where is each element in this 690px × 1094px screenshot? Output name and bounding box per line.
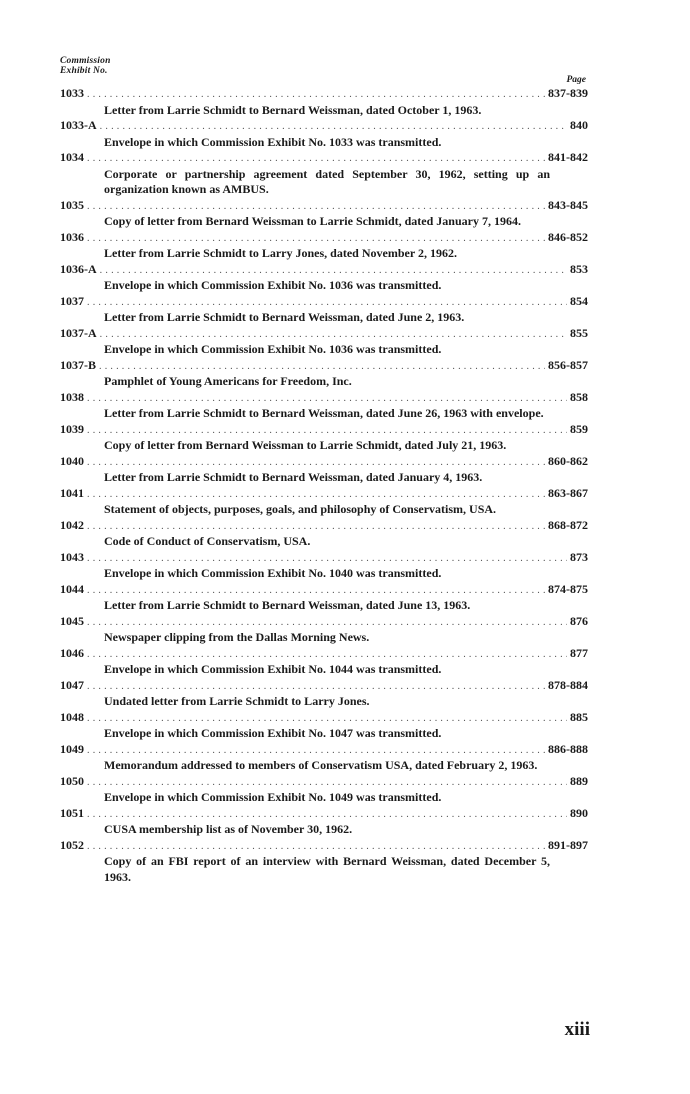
exhibit-entry-line — [60, 326, 588, 343]
exhibit-number: 1050 — [60, 773, 84, 788]
exhibit-description: Corporate or partnership agreement dated September 30, 1962, setting up an organization known as AMBUS. — [104, 166, 550, 196]
exhibit-description: Copy of letter from Bernard Weissman to Larrie Schmidt, dated January 7, 1964. — [104, 214, 521, 228]
exhibit-description: Statement of objects, purposes, goals, and philosophy of Conservatism, USA. — [104, 502, 497, 516]
exhibit-entry — [60, 678, 588, 710]
exhibit-entry — [60, 646, 588, 678]
exhibit-description: Undated letter from Larrie Schmidt to Larry Jones. — [104, 694, 370, 708]
dot-leader — [87, 743, 545, 759]
exhibit-entry — [60, 86, 588, 118]
exhibit-description: Copy of an FBI report of an interview with Bernard Weissman, dated December 5, 1963. — [104, 854, 550, 884]
exhibit-number: 1037-B — [60, 357, 96, 372]
exhibit-entry — [60, 358, 588, 390]
exhibit-description: Envelope in which Commission Exhibit No. 1036 was transmitted. — [104, 342, 442, 356]
exhibit-pages: 885 — [570, 709, 588, 724]
exhibit-entry — [60, 390, 588, 422]
dot-leader — [87, 455, 545, 471]
exhibit-pages: 843-845 — [548, 197, 588, 212]
dot-leader — [100, 327, 567, 343]
exhibit-pages: 854 — [570, 293, 588, 308]
exhibit-number: 1041 — [60, 485, 84, 500]
exhibit-description: Letter from Larrie Schmidt to Bernard Weissman, dated January 4, 1963. — [104, 470, 483, 484]
exhibit-pages: 859 — [570, 421, 588, 436]
dot-leader — [87, 231, 545, 247]
dot-leader — [87, 295, 567, 311]
dot-leader — [87, 583, 545, 599]
exhibit-entry-line — [60, 118, 588, 135]
exhibit-entry-line — [60, 486, 588, 503]
exhibit-pages: 856-857 — [548, 357, 588, 372]
exhibit-description: Letter from Larrie Schmidt to Bernard Weissman, dated June 13, 1963. — [104, 598, 471, 612]
exhibit-pages: 858 — [570, 389, 588, 404]
exhibit-description: Letter from Larrie Schmidt to Bernard Weissman, dated June 26, 1963 with envelope. — [104, 406, 544, 420]
exhibit-entry-line — [60, 550, 588, 567]
exhibit-description: Letter from Larrie Schmidt to Larry Jones, dated November 2, 1962. — [104, 246, 457, 260]
exhibit-description: Envelope in which Commission Exhibit No. 1036 was transmitted. — [104, 278, 442, 292]
column-header — [60, 56, 588, 86]
exhibit-number: 1042 — [60, 517, 84, 532]
dot-leader — [87, 519, 545, 535]
exhibit-pages: 876 — [570, 613, 588, 628]
index-page — [60, 56, 588, 885]
exhibit-number: 1047 — [60, 677, 84, 692]
dot-leader — [87, 151, 545, 167]
exhibit-entry-line — [60, 838, 588, 855]
exhibit-number: 1044 — [60, 581, 84, 596]
exhibit-number: 1033-A — [60, 118, 97, 132]
exhibit-column-heading — [60, 56, 588, 76]
exhibit-entry — [60, 422, 588, 454]
exhibit-entry — [60, 742, 588, 774]
page-column-heading: Page — [566, 75, 586, 85]
heading-line-commission: Commission — [60, 56, 111, 66]
exhibit-pages: 863-867 — [548, 485, 588, 500]
exhibit-description: Envelope in which Commission Exhibit No. 1033 was transmitted. — [104, 134, 442, 149]
exhibit-number: 1046 — [60, 645, 84, 660]
exhibit-entry — [60, 838, 588, 886]
exhibit-pages: 860-862 — [548, 453, 588, 468]
dot-leader — [87, 199, 545, 215]
exhibit-entry — [60, 150, 588, 198]
exhibit-entry — [60, 326, 588, 358]
exhibit-description: Letter from Larrie Schmidt to Bernard Weissman, dated October 1, 1963. — [104, 102, 482, 117]
exhibit-entry-line — [60, 390, 588, 407]
exhibit-pages: 877 — [570, 645, 588, 660]
exhibit-number: 1036 — [60, 229, 84, 244]
dot-leader — [87, 551, 567, 567]
dot-leader — [87, 679, 545, 695]
exhibit-list — [60, 86, 588, 885]
exhibit-entry-line — [60, 710, 588, 727]
exhibit-pages: 846-852 — [548, 229, 588, 244]
exhibit-entry — [60, 198, 588, 230]
exhibit-pages: 868-872 — [548, 517, 588, 532]
exhibit-description: Envelope in which Commission Exhibit No. 1044 was transmitted. — [104, 662, 442, 676]
exhibit-entry-line — [60, 454, 588, 471]
exhibit-number: 1040 — [60, 453, 84, 468]
dot-leader — [87, 487, 545, 503]
exhibit-entry-line — [60, 86, 588, 103]
exhibit-number: 1034 — [60, 150, 84, 164]
exhibit-pages: 878-884 — [548, 677, 588, 692]
exhibit-entry-line — [60, 806, 588, 823]
exhibit-entry-line — [60, 422, 588, 439]
exhibit-entry — [60, 230, 588, 262]
dot-leader — [87, 87, 545, 103]
exhibit-pages: 837-839 — [548, 86, 588, 100]
exhibit-number: 1033 — [60, 86, 84, 100]
exhibit-description: Letter from Larrie Schmidt to Bernard Weissman, dated June 2, 1963. — [104, 310, 465, 324]
exhibit-description: Envelope in which Commission Exhibit No. 1049 was transmitted. — [104, 790, 442, 804]
exhibit-pages: 840 — [570, 118, 588, 132]
exhibit-entry-line — [60, 198, 588, 215]
dot-leader — [87, 775, 567, 791]
exhibit-number: 1038 — [60, 389, 84, 404]
exhibit-entry — [60, 454, 588, 486]
dot-leader — [87, 423, 567, 439]
exhibit-pages: 890 — [570, 805, 588, 820]
dot-leader — [87, 647, 567, 663]
exhibit-number: 1035 — [60, 197, 84, 212]
exhibit-entry — [60, 294, 588, 326]
exhibit-entry — [60, 550, 588, 582]
exhibit-description: Newspaper clipping from the Dallas Morning News. — [104, 630, 370, 644]
exhibit-pages: 853 — [570, 261, 588, 276]
exhibit-description: Envelope in which Commission Exhibit No. 1047 was transmitted. — [104, 726, 442, 740]
exhibit-pages: 855 — [570, 325, 588, 340]
exhibit-entry — [60, 614, 588, 646]
exhibit-number: 1048 — [60, 709, 84, 724]
dot-leader — [100, 263, 567, 279]
exhibit-entry — [60, 118, 588, 150]
exhibit-number: 1039 — [60, 421, 84, 436]
exhibit-entry-line — [60, 678, 588, 695]
exhibit-number: 1049 — [60, 741, 84, 756]
exhibit-entry-line — [60, 742, 588, 759]
exhibit-pages: 891-897 — [548, 837, 588, 852]
exhibit-entry — [60, 774, 588, 806]
exhibit-description: Envelope in which Commission Exhibit No. 1040 was transmitted. — [104, 566, 442, 580]
exhibit-entry-line — [60, 294, 588, 311]
exhibit-number: 1037-A — [60, 325, 97, 340]
exhibit-description: Code of Conduct of Conservatism, USA. — [104, 534, 311, 548]
exhibit-number: 1036-A — [60, 261, 97, 276]
exhibit-entry-line — [60, 230, 588, 247]
exhibit-entry-line — [60, 614, 588, 631]
heading-line-exhibit-no: Exhibit No. — [60, 66, 108, 76]
dot-leader — [87, 807, 567, 823]
exhibit-number: 1052 — [60, 837, 84, 852]
exhibit-entry — [60, 806, 588, 838]
exhibit-pages: 886-888 — [548, 741, 588, 756]
exhibit-description: Pamphlet of Young Americans for Freedom, Inc. — [104, 374, 352, 388]
exhibit-entry-line — [60, 582, 588, 599]
exhibit-description: CUSA membership list as of November 30, 1962. — [104, 822, 353, 836]
exhibit-number: 1045 — [60, 613, 84, 628]
exhibit-entry-line — [60, 774, 588, 791]
exhibit-entry-line — [60, 358, 588, 375]
exhibit-entry — [60, 582, 588, 614]
exhibit-pages: 873 — [570, 549, 588, 564]
exhibit-pages: 841-842 — [548, 150, 588, 164]
dot-leader — [87, 839, 545, 855]
exhibit-description: Memorandum addressed to members of Conservatism USA, dated February 2, 1963. — [104, 758, 538, 772]
dot-leader — [99, 359, 545, 375]
exhibit-pages: 889 — [570, 773, 588, 788]
exhibit-entry-line — [60, 150, 588, 167]
exhibit-number: 1043 — [60, 549, 84, 564]
exhibit-number: 1051 — [60, 805, 84, 820]
dot-leader — [87, 711, 567, 727]
exhibit-entry — [60, 710, 588, 742]
dot-leader — [100, 119, 567, 135]
exhibit-entry — [60, 262, 588, 294]
exhibit-entry-line — [60, 518, 588, 535]
exhibit-pages: 874-875 — [548, 581, 588, 596]
exhibit-entry-line — [60, 262, 588, 279]
exhibit-entry — [60, 486, 588, 518]
dot-leader — [87, 391, 567, 407]
exhibit-entry — [60, 518, 588, 550]
page-number: xiii — [564, 1019, 590, 1040]
exhibit-description: Copy of letter from Bernard Weissman to Larrie Schmidt, dated July 21, 1963. — [104, 438, 507, 452]
dot-leader — [87, 615, 567, 631]
exhibit-number: 1037 — [60, 293, 84, 308]
exhibit-entry-line — [60, 646, 588, 663]
